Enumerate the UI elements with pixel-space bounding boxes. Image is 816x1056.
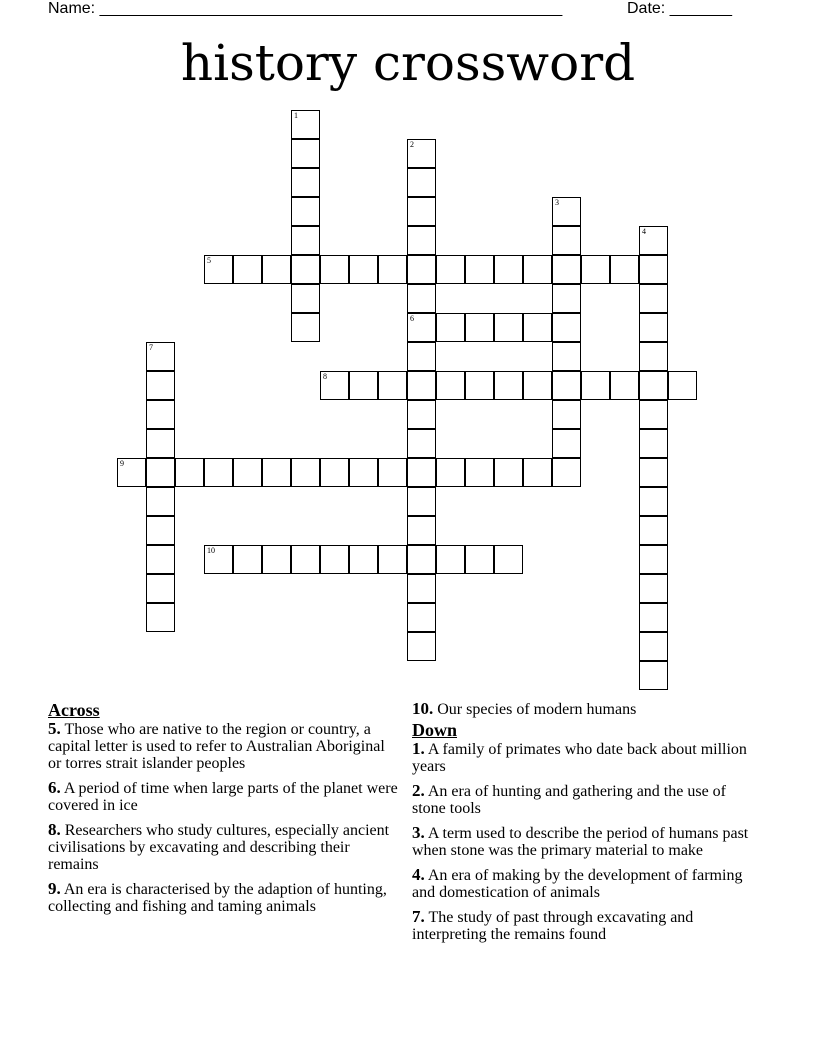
cell-number: 10	[207, 546, 215, 555]
grid-cell[interactable]	[204, 545, 233, 574]
grid-cell[interactable]	[407, 342, 436, 371]
grid-cell[interactable]	[639, 545, 668, 574]
clue-number: 6.	[48, 778, 61, 797]
grid-cell[interactable]	[494, 545, 523, 574]
grid-cell[interactable]	[523, 371, 552, 400]
clues-right-column	[412, 700, 762, 950]
grid-cell[interactable]	[291, 139, 320, 168]
cell-number: 5	[207, 256, 211, 265]
grid-cell[interactable]	[407, 458, 436, 487]
grid-cell[interactable]	[320, 371, 349, 400]
grid-cell[interactable]	[639, 371, 668, 400]
cell-number: 8	[323, 372, 327, 381]
grid-cell[interactable]	[291, 226, 320, 255]
grid-cell[interactable]	[146, 545, 175, 574]
clue-text: Those who are native to the region or country, a capital letter is used to refer to Australian Aboriginal or torres strait islander peoples	[48, 721, 385, 772]
grid-cell[interactable]	[639, 603, 668, 632]
grid-cell[interactable]	[639, 516, 668, 545]
grid-cell[interactable]	[320, 545, 349, 574]
clue-text: An era of making by the development of farming and domestication of animals	[412, 867, 743, 901]
grid-cell[interactable]	[291, 110, 320, 139]
grid-cell[interactable]	[378, 458, 407, 487]
grid-cell[interactable]	[407, 400, 436, 429]
clue-text: An era is characterised by the adaption of hunting, collecting and fishing and taming animals	[48, 881, 387, 915]
cell-number: 2	[410, 140, 414, 149]
grid-cell[interactable]	[291, 284, 320, 313]
grid-cell[interactable]	[639, 458, 668, 487]
grid-cell[interactable]	[349, 371, 378, 400]
grid-cell[interactable]	[552, 400, 581, 429]
clue-number: 5.	[48, 719, 61, 738]
grid-cell[interactable]	[407, 197, 436, 226]
grid-cell[interactable]	[349, 458, 378, 487]
grid-cell[interactable]	[581, 255, 610, 284]
grid-cell[interactable]	[436, 255, 465, 284]
grid-cell[interactable]	[291, 255, 320, 284]
grid-cell[interactable]	[233, 458, 262, 487]
grid-cell[interactable]	[349, 545, 378, 574]
cell-number: 7	[149, 343, 153, 352]
cell-number: 9	[120, 459, 124, 468]
clue-text: An era of hunting and gathering and the use of stone tools	[412, 783, 727, 817]
clue-text: The study of past through excavating and interpreting the remains found	[412, 909, 694, 943]
grid-cell[interactable]	[610, 255, 639, 284]
grid-cell[interactable]	[639, 487, 668, 516]
clue-number: 1.	[412, 739, 425, 758]
clue-number: 2.	[412, 781, 425, 800]
clue-number: 7.	[412, 907, 425, 926]
grid-cell[interactable]	[146, 516, 175, 545]
grid-cell[interactable]	[523, 458, 552, 487]
clue-down-7	[412, 908, 762, 943]
grid-cell[interactable]	[552, 458, 581, 487]
clues-left-column	[48, 700, 398, 922]
grid-cell[interactable]	[552, 284, 581, 313]
grid-cell[interactable]	[407, 284, 436, 313]
grid-cell[interactable]	[552, 255, 581, 284]
clue-number: 8.	[48, 820, 61, 839]
clue-text: A family of primates who date back about million years	[412, 741, 747, 775]
grid-cell[interactable]	[407, 226, 436, 255]
grid-cell[interactable]	[581, 371, 610, 400]
grid-cell[interactable]	[291, 313, 320, 342]
grid-cell[interactable]	[146, 400, 175, 429]
clue-text: A term used to describe the period of humans past when stone was the primary material to make	[412, 825, 749, 859]
grid-cell[interactable]	[465, 545, 494, 574]
grid-cell[interactable]	[407, 603, 436, 632]
grid-cell[interactable]	[407, 168, 436, 197]
clue-across-9	[48, 880, 398, 915]
clue-number: 4.	[412, 865, 425, 884]
cell-number: 3	[555, 198, 559, 207]
grid-cell[interactable]	[465, 313, 494, 342]
down-heading: Down	[412, 720, 458, 740]
grid-cell[interactable]	[320, 458, 349, 487]
grid-cell[interactable]	[262, 545, 291, 574]
grid-cell[interactable]	[639, 342, 668, 371]
grid-cell[interactable]	[407, 516, 436, 545]
grid-cell[interactable]	[639, 429, 668, 458]
grid-cell[interactable]	[146, 574, 175, 603]
clue-number: 10.	[412, 699, 434, 718]
grid-cell[interactable]	[494, 371, 523, 400]
grid-cell[interactable]	[233, 545, 262, 574]
grid-cell[interactable]	[494, 313, 523, 342]
page-title: history crossword	[180, 34, 636, 92]
grid-cell[interactable]	[378, 545, 407, 574]
grid-cell[interactable]	[407, 371, 436, 400]
name-field-label: Name: ____________________________________________________	[48, 0, 563, 17]
grid-cell[interactable]	[552, 429, 581, 458]
grid-cell[interactable]	[668, 371, 697, 400]
grid-cell[interactable]	[146, 342, 175, 371]
grid-cell[interactable]	[291, 197, 320, 226]
clue-text: A period of time when large parts of the planet were covered in ice	[48, 780, 398, 814]
grid-cell[interactable]	[291, 458, 320, 487]
grid-cell[interactable]	[117, 458, 146, 487]
cell-number: 4	[642, 227, 646, 236]
grid-cell[interactable]	[523, 255, 552, 284]
grid-cell[interactable]	[436, 545, 465, 574]
grid-cell[interactable]	[552, 371, 581, 400]
grid-cell[interactable]	[610, 371, 639, 400]
grid-cell[interactable]	[494, 255, 523, 284]
across-heading: Across	[48, 700, 100, 720]
clue-down-4	[412, 866, 762, 901]
grid-cell[interactable]	[465, 371, 494, 400]
grid-cell[interactable]	[639, 400, 668, 429]
clue-text: Researchers who study cultures, especially ancient civilisations by excavating and describing their remains	[48, 822, 390, 873]
grid-cell[interactable]	[262, 458, 291, 487]
clue-number: 9.	[48, 879, 61, 898]
grid-cell[interactable]	[146, 429, 175, 458]
grid-cell[interactable]	[378, 255, 407, 284]
clue-number: 3.	[412, 823, 425, 842]
grid-cell[interactable]	[407, 487, 436, 516]
date-field-label: Date: _______	[627, 0, 732, 17]
grid-cell[interactable]	[436, 371, 465, 400]
grid-cell[interactable]	[146, 487, 175, 516]
clue-down-3	[412, 824, 762, 859]
grid-cell[interactable]	[146, 603, 175, 632]
grid-cell[interactable]	[146, 371, 175, 400]
grid-cell[interactable]	[465, 255, 494, 284]
clue-down-2	[412, 782, 762, 817]
grid-cell[interactable]	[407, 313, 436, 342]
clue-across-5	[48, 720, 398, 772]
cell-number: 6	[410, 314, 414, 323]
grid-cell[interactable]	[378, 371, 407, 400]
grid-cell[interactable]	[436, 313, 465, 342]
grid-cell[interactable]	[204, 255, 233, 284]
grid-cell[interactable]	[320, 255, 349, 284]
grid-cell[interactable]	[146, 458, 175, 487]
grid-cell[interactable]	[262, 255, 291, 284]
clue-across-6	[48, 779, 398, 814]
grid-cell[interactable]	[436, 458, 465, 487]
grid-cell[interactable]	[639, 632, 668, 661]
grid-cell[interactable]	[175, 458, 204, 487]
clue-text: Our species of modern humans	[437, 701, 637, 718]
grid-cell[interactable]	[639, 284, 668, 313]
grid-cell[interactable]	[407, 429, 436, 458]
grid-cell[interactable]	[291, 545, 320, 574]
grid-cell[interactable]	[465, 458, 494, 487]
grid-cell[interactable]	[552, 226, 581, 255]
grid-cell[interactable]	[407, 139, 436, 168]
grid-cell[interactable]	[552, 197, 581, 226]
clue-across-8	[48, 821, 398, 873]
grid-cell[interactable]	[523, 313, 552, 342]
grid-cell[interactable]	[552, 342, 581, 371]
grid-cell[interactable]	[407, 574, 436, 603]
grid-cell[interactable]	[407, 632, 436, 661]
grid-cell[interactable]	[349, 255, 378, 284]
grid-cell[interactable]	[552, 313, 581, 342]
clue-down-1	[412, 740, 762, 775]
grid-cell[interactable]	[204, 458, 233, 487]
cell-number: 1	[294, 111, 298, 120]
grid-cell[interactable]	[639, 313, 668, 342]
grid-cell[interactable]	[233, 255, 262, 284]
grid-cell[interactable]	[291, 168, 320, 197]
grid-cell[interactable]	[639, 255, 668, 284]
grid-cell[interactable]	[639, 574, 668, 603]
clue-across-10	[412, 700, 762, 718]
grid-cell[interactable]	[639, 226, 668, 255]
grid-cell[interactable]	[494, 458, 523, 487]
grid-cell[interactable]	[407, 545, 436, 574]
grid-cell[interactable]	[407, 255, 436, 284]
grid-cell[interactable]	[639, 661, 668, 690]
